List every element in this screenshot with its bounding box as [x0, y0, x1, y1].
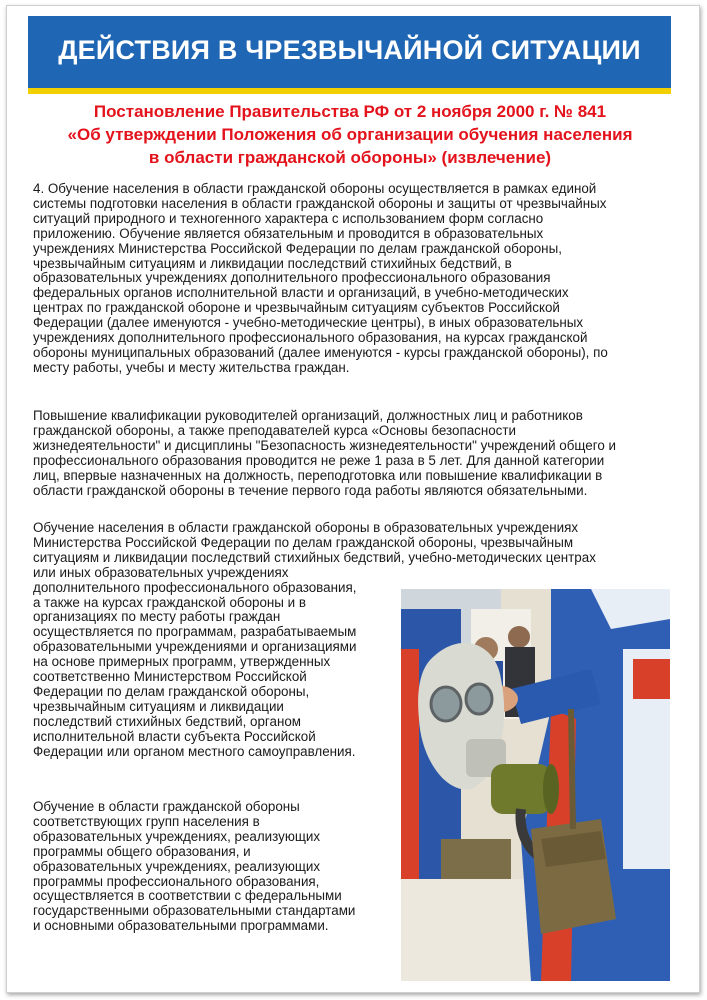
- text-line: программы общего образования, и: [33, 843, 251, 859]
- text-line: осуществляется в соответствии с федеральными: [33, 888, 342, 904]
- text-line: соответствующих групп населения в: [33, 813, 260, 829]
- text-line: Федерации или органом местного самоуправления.: [33, 743, 356, 759]
- decree-title-line: в области гражданской обороны» (извлечение): [148, 148, 552, 167]
- text-line: системы подготовки населения в области гражданской обороны и защиты от чрезвычайных: [33, 195, 607, 211]
- text-line: на основе примерных программ, утвержденных: [33, 654, 331, 670]
- text-line: образовательных учреждениях, реализующих: [33, 828, 321, 844]
- text-line: государственными образовательными стандартами: [33, 903, 356, 919]
- decree-title-line: Постановление Правительства РФ от 2 ноября 2000 г. № 841: [93, 102, 607, 121]
- text-line: соответственно Министерством Российской: [33, 669, 307, 685]
- text-line: последствий стихийных бедствий, органом: [33, 713, 302, 729]
- text-line: ситуаций природного и техногенного характера с использованием форм согласно: [33, 210, 544, 226]
- text-line: 4. Обучение населения в области гражданской обороны осуществляется в рамках единой: [33, 181, 597, 196]
- text-line: или иных образовательных учреждениях: [33, 564, 289, 580]
- text-line: образовательных учреждениях дополнительного профессионального образования: [33, 270, 551, 286]
- text-line: а также на курсах гражданской обороны и в: [33, 594, 306, 610]
- text-line: гражданской обороны, а также преподавателей курса «Основы безопасности: [33, 422, 516, 438]
- text-line: профессионального образования проводится не реже 1 раза в 5 лет. Для данной категории: [33, 452, 605, 468]
- text-line: чрезвычайным ситуациям и ликвидации: [33, 698, 284, 714]
- text-line: жизнедеятельности" и дисциплины "Безопасность жизнедеятельности" учреждений общего и: [33, 437, 616, 453]
- text-line: образовательными учреждениями и организациями: [33, 639, 357, 655]
- page-title: ДЕЙСТВИЯ В ЧРЕЗВЫЧАЙНОЙ СИТУАЦИИ: [58, 35, 641, 65]
- decree-title: [30, 100, 670, 169]
- gas-mask-training-photo: [401, 589, 670, 981]
- text-line: Федерации (далее именуются - учебно-методические центры), в иных образовательных: [33, 315, 584, 331]
- paragraph-qualification: [33, 409, 616, 498]
- header-banner: [28, 16, 671, 94]
- text-line: обороны муниципальных образований (далее именуются - курсы гражданской обороны), по: [33, 344, 608, 360]
- text-line: программы профессионального образования,: [33, 873, 320, 889]
- text-line: исполнительной власти субъекта Российской: [33, 728, 316, 744]
- text-line: федеральных органов исполнительной власти и организаций, в учебно-методических: [33, 285, 569, 301]
- text-line: и основными образовательными программами.: [33, 918, 329, 934]
- text-line: области гражданской обороны в течение первого года работы являются обязательными.: [33, 482, 588, 498]
- text-line: образовательных учреждениях, реализующих: [33, 858, 321, 874]
- text-line: приложению. Обучение является обязательным и проводится в образовательных: [33, 225, 544, 241]
- text-line: Федерации по делам гражданской обороны,: [33, 683, 310, 699]
- text-line: дополнительного профессионального образования,: [33, 579, 357, 595]
- text-line: месту работы, учебы и месту жительства граждан.: [33, 359, 350, 375]
- text-line: учреждениях Министерства Российской Федерации по делам гражданской обороны,: [33, 240, 562, 256]
- text-line: ситуациям и ликвидации последствий стихийных бедствий, учебно-методических центрах: [33, 549, 596, 565]
- text-line: чрезвычайным ситуациям и ликвидации последствий стихийных бедствий, в: [33, 255, 512, 271]
- text-line: учреждениях дополнительного профессионального образования, на курсах гражданской: [33, 330, 588, 346]
- text-line: центрах по гражданской обороне и чрезвычайным ситуациям субъектов Российской: [33, 300, 560, 316]
- text-line: Министерства Российской Федерации по делам гражданской обороны, чрезвычайным: [33, 534, 574, 550]
- text-line: Повышение квалификации руководителей организаций, должностных лиц и работников: [33, 408, 583, 423]
- paragraph-training-system: [33, 182, 608, 376]
- text-line: лиц, впервые назначенных на должность, переподготовка или повышение квалификации в: [33, 467, 603, 483]
- paragraph-standards: [33, 800, 355, 934]
- text-line: осуществляется по программам, разрабатываемым: [33, 624, 357, 640]
- text-line: Обучение населения в области гражданской обороны в образовательных учреждениях: [33, 520, 579, 535]
- decree-title-line: «Об утверждении Положения об организации обучения населения: [67, 125, 633, 144]
- text-line: организациях по месту работы граждан: [33, 609, 281, 625]
- text-line: Обучение в области гражданской обороны: [33, 799, 300, 814]
